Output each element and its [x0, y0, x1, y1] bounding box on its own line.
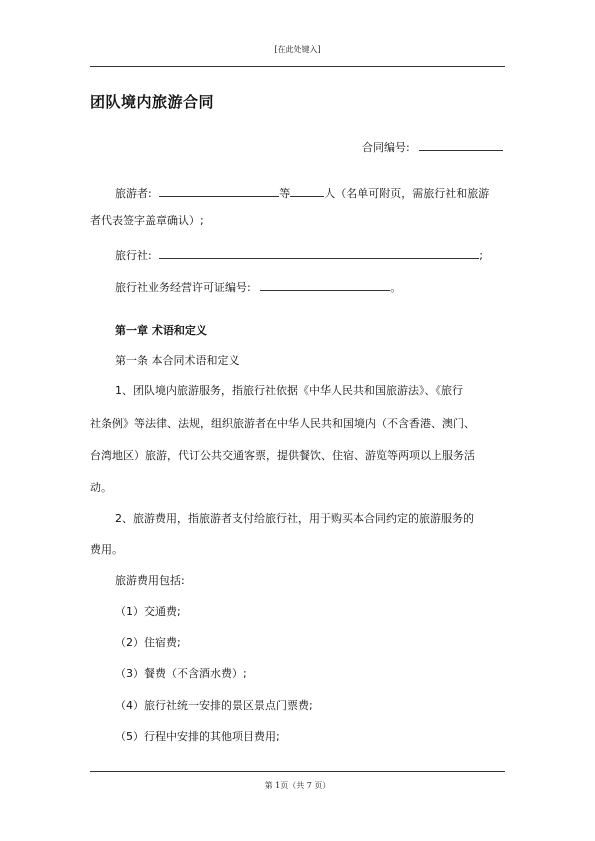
- header-rule: [90, 66, 505, 67]
- license-end: 。: [390, 281, 402, 294]
- page-number: 第 1页（共 7 页）: [264, 781, 331, 790]
- tourist-count-blank[interactable]: [290, 184, 324, 197]
- para1-line-3: 台湾地区）旅游，代订公共交通客票，提供餐饮、住宿、游览等两项以上服务活: [90, 449, 475, 462]
- header-placeholder-text: [在此处键入]: [274, 45, 321, 54]
- fee-item: （4）旅行社统一安排的景区景点门票费;: [115, 699, 313, 712]
- tourist-label: 旅游者:: [115, 187, 152, 200]
- para2-line-2: 费用。: [90, 543, 123, 556]
- para2-line-1: 2、旅游费用，指旅游者支付给旅行社，用于购买本合同约定的旅游服务的: [115, 512, 474, 525]
- tourist-line: [115, 184, 489, 201]
- license-line: [115, 278, 401, 295]
- document-title: 团队境内旅游合同: [90, 93, 215, 111]
- chapter-heading: 第一章 术语和定义: [115, 324, 207, 337]
- tourist-mid-text: 等: [279, 187, 291, 200]
- article-heading: 第一条 本合同术语和定义: [115, 354, 240, 367]
- footer-rule: [90, 771, 505, 772]
- fee-item: （2）住宿费;: [115, 636, 181, 649]
- tourist-tail-text: 人（名单可附页，需旅行社和旅游: [324, 187, 490, 200]
- agency-blank[interactable]: [159, 246, 479, 259]
- tourist-line-cont: 者代表签字盖章确认）;: [90, 214, 204, 227]
- tourist-name-blank[interactable]: [159, 184, 279, 197]
- license-blank[interactable]: [260, 278, 390, 291]
- agency-line: [115, 246, 483, 263]
- license-label: 旅行社业务经营许可证编号:: [115, 281, 251, 294]
- fee-item: （3）餐费（不含酒水费）;: [115, 667, 247, 680]
- fees-intro: 旅游费用包括:: [115, 574, 185, 587]
- para1-line-4: 动。: [90, 481, 112, 494]
- fee-item: （5）行程中安排的其他项目费用;: [115, 730, 280, 743]
- agency-end: ;: [479, 249, 483, 262]
- contract-number-line: [362, 138, 503, 155]
- para1-line-2: 社条例》等法律、法规，组织旅游者在中华人民共和国境内（不含香港、澳门、: [90, 417, 475, 430]
- contract-number-blank[interactable]: [419, 138, 503, 151]
- fee-item: （1）交通费;: [115, 605, 181, 618]
- contract-number-label: 合同编号:: [362, 141, 410, 154]
- agency-label: 旅行社:: [115, 249, 152, 262]
- para1-line-1: 1、团队境内旅游服务，指旅行社依据《中华人民共和国旅游法》、《旅行: [115, 384, 463, 397]
